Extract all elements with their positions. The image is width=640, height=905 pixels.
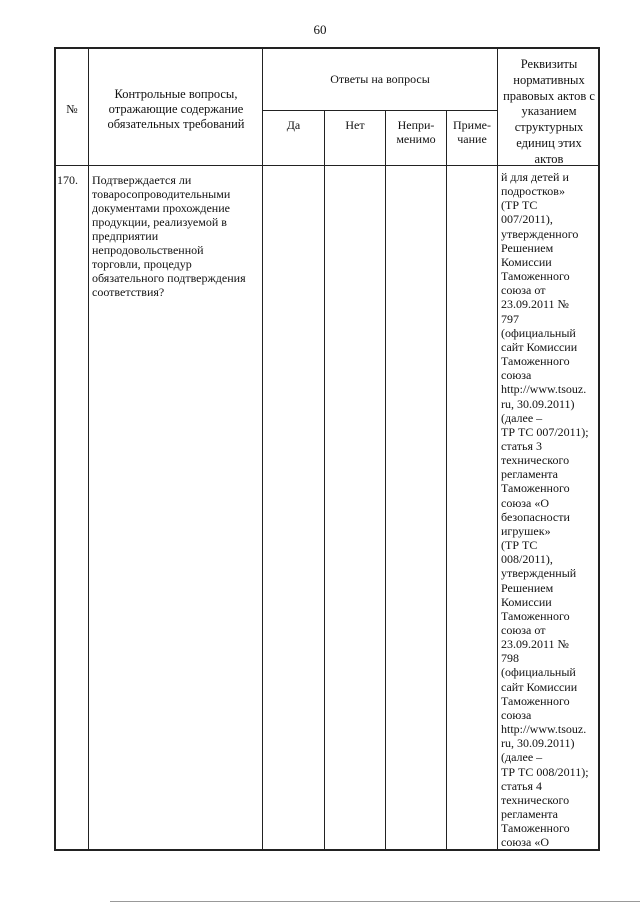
requisites-line: 797 [501,311,519,326]
requisites-line: статья 3 [501,438,542,453]
requisites-line: союза «О [501,835,550,850]
requisites-line: Таможенного [501,481,570,496]
question-line: соответствия? [92,285,165,299]
requisites-line: союза «О [501,495,550,510]
requisites-line: союза [501,707,532,722]
row-number: 170. [57,173,78,187]
requisites-line: (ТР ТС [501,198,538,213]
requisites-line: технического [501,792,570,807]
requisites-line: ru, 30.09.2011) [501,736,575,751]
requisites-line: Таможенного [501,608,570,623]
requisites-line: http://www.tsouz. [501,382,587,397]
header-no: № [66,102,78,116]
requisites-line: 008/2011), [501,552,553,567]
requisites-line: безопасности [501,509,570,524]
col-divider-6 [497,47,498,850]
requisites-line: регламента [501,807,559,822]
requisites-line: ТР ТС 008/2011); [501,764,589,779]
requisites-line: утвержденного [501,226,579,241]
requisites-line: 23.09.2011 № [501,637,570,652]
header-not-applicable: Непри- менимо [396,118,436,146]
requisites-line: технического [501,453,570,468]
requisites-line: Таможенного [501,354,570,369]
requisites-line: Таможенного [501,821,570,836]
question-line: продукции, реализуемой в [92,215,227,229]
requisites-line: подростков» [501,184,565,199]
requisites-line: регламента [501,467,559,482]
requisites-line: ТР ТС 007/2011); [501,424,589,439]
requisites-line: й для детей и [501,170,569,184]
col-divider-4 [385,110,386,850]
requisites-line: (официальный [501,325,576,340]
row-question [92,173,262,299]
col-divider-3 [324,110,325,850]
requisites-line: сайт Комиссии [501,339,578,354]
requisites-line: http://www.tsouz. [501,722,587,737]
requisites-line: сайт Комиссии [501,679,578,694]
requisites-line: Таможенного [501,693,570,708]
requisites-line: союза [501,368,532,383]
requisites-line: ru, 30.09.2011) [501,396,575,411]
requisites-line: Комиссии [501,254,552,269]
header-yes: Да [286,118,301,132]
question-line: обязательного подтверждения [92,271,246,285]
requisites-line: союза от [501,623,546,637]
requisites-line: 23.09.2011 № [501,297,570,312]
header-no-answer: Нет [345,118,365,132]
table-left-border [54,47,56,851]
table-top-border [54,47,600,49]
question-line: торговли, процедур [92,257,192,271]
requisites-line: Решением [501,240,554,255]
scan-edge-line [110,901,640,902]
requisites-line: (ТР ТС [501,538,538,553]
requisites-line: союза от [501,283,546,298]
answers-subheader-line [262,110,498,111]
header-requisites: Реквизиты нормативных правовых актов с указанием структурных единиц этих актов [503,57,595,166]
header-questions: Контрольные вопросы, отражающие содержание обязательных требований [107,87,245,131]
col-divider-2 [262,47,263,850]
table-right-border [598,47,600,851]
col-divider-1 [88,47,89,850]
requisites-line: игрушек» [501,523,551,538]
requisites-line: 798 [501,651,519,666]
col-divider-5 [446,110,447,850]
requisites-line: (официальный [501,665,576,680]
requisites-line: утвержденный [501,566,577,581]
header-note: Приме- чание [452,118,491,146]
question-line: товаросопроводительными [92,187,231,201]
requisites-line: 007/2011), [501,212,553,227]
question-line: документами прохождение [92,201,230,215]
requisites-line: (далее – [501,750,543,765]
question-line: непродовольственной [92,243,204,257]
requisites-line: Комиссии [501,594,552,609]
header-answers: Ответы на вопросы [330,72,430,86]
row-requisites [501,170,598,850]
question-line: предприятии [92,229,159,243]
requisites-line: Таможенного [501,269,570,284]
requisites-line: (далее – [501,410,543,425]
question-line: Подтверждается ли [92,173,192,187]
requisites-line: Решением [501,580,554,595]
requisites-line: статья 4 [501,778,542,793]
page-number: 60 [313,22,327,37]
